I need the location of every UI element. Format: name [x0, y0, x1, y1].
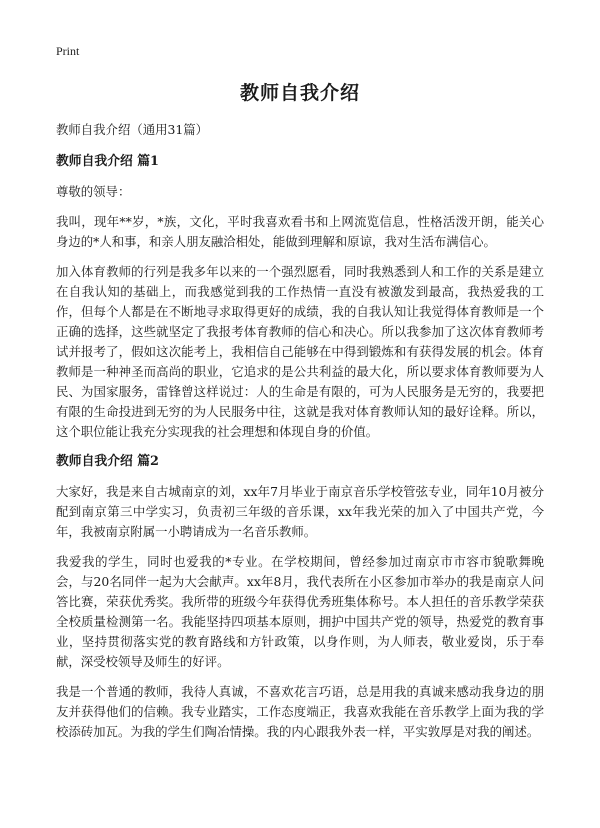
document-subtitle: 教师自我介绍（通用31篇） — [56, 122, 209, 137]
page-title: 教师自我介绍 — [239, 82, 360, 104]
print-link[interactable]: Print — [56, 44, 80, 58]
section-heading: 教师自我介绍 篇2 — [56, 454, 159, 469]
paragraph: 我叫，现年**岁，*族，文化，平时我喜欢看书和上网流览信息，性格活泼开朗，能关心身边的*人和事，和亲人朋友融洽相处，能做到理解和原谅，我对生活布满信心。 — [56, 214, 544, 249]
section-1 — [56, 152, 544, 442]
section-2 — [56, 452, 544, 742]
document-body — [56, 120, 544, 752]
paragraph: 我爱我的学生，同时也爱我的*专业。在学校期间，曾经参加过南京市市容市貌歌舞晚会，与20名同伴一起为大会献声。xx年8月，我代表所在小区参加市举办的我是南京人问答比赛，荣获优秀奖。我所带的班级今年获得优秀班集体称号。本人担任的音乐教学荣获全校质量检测第一名。我能坚持四项基本原则，拥护中国共产党的领导，热爱党的教育事业，坚持贯彻落实党的教育路线和方针政策，以身作则，为人师表，敬业爱岗，乐于奉献，深受校领导及师生的好评。 — [56, 554, 544, 669]
paragraph: 尊敬的领导： — [56, 184, 131, 199]
section-heading: 教师自我介绍 篇1 — [56, 154, 159, 169]
paragraph: 加入体育教师的行列是我多年以来的一个强烈愿看，同时我熟悉到人和工作的关系是建立在自我认知的基础上，而我感觉到我的工作热情一直没有被激发到最高，我热爱我的工作，但每个人都是在不断地寻求取得更好的成绩，我的自我认知让我觉得体育教师是一个正确的选择，这些就坚定了我报考体育教师的信心和决心。所以我参加了这次体育教师考试并报考了，假如这次能考上，我相信自己能够在中得到锻炼和有获得发展的机会。体育教师是一种神圣而高尚的职业，它追求的是公共利益的最大化，所以要求体育教师要为人民、为国家服务，雷锋曾这样说过：人的生命是有限的，可为人民服务是无穷的，我要把有限的生命投进到无穷的为人民服务中往，这就是我对体育教师认知的最好诠释。所以，这个职位能让我充分实现我的社会理想和体现自身的价值。 — [56, 264, 544, 439]
paragraph: 大家好，我是来自古城南京的刘，xx年7月毕业于南京音乐学校管弦专业，同年10月被分配到南京第三中学实习，负责初三年级的音乐课，xx年我光荣的加入了中国共产党，今年，我被南京附属一小聘请成为一名音乐教师。 — [56, 484, 544, 539]
paragraph: 我是一个普通的教师，我待人真诚，不喜欢花言巧语，总是用我的真诚来感动我身边的朋友并获得他们的信赖。我专业踏实，工作态度端正，我喜欢我能在音乐教学上面为我的学校添砖加瓦。为我的学生们陶冶情操。我的内心跟我外表一样，平实敦厚是对我的阐述。 — [56, 684, 544, 739]
